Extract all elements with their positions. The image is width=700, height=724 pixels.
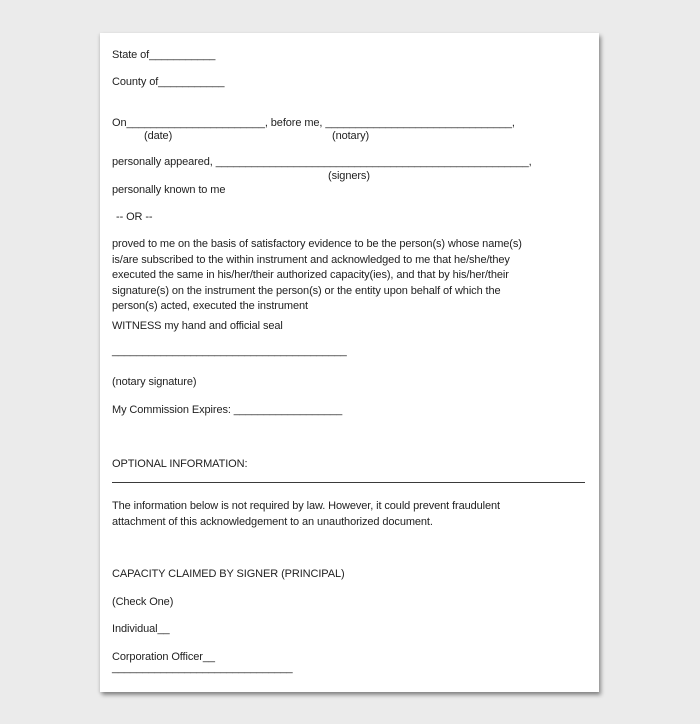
personally-appeared-line: personally appeared, ____________________________________________________, bbox=[112, 156, 532, 168]
proved-paragraph-line: proved to me on the basis of satisfactory evidence to be the person(s) whose name(s) bbox=[112, 238, 522, 250]
proved-paragraph-line: executed the same in his/her/their authorized capacity(ies), and that by his/her/their bbox=[112, 269, 509, 281]
signers-caption: (signers) bbox=[328, 170, 370, 182]
individual-option: Individual__ bbox=[112, 623, 170, 635]
optional-info-paragraph bbox=[112, 499, 500, 530]
document-page bbox=[100, 33, 599, 692]
proved-paragraph-line: person(s) acted, executed the instrument bbox=[112, 300, 308, 312]
optional-information-heading: OPTIONAL INFORMATION: bbox=[112, 458, 248, 470]
or-separator: -- OR -- bbox=[116, 211, 153, 223]
optional-info-line: The information below is not required by law. However, it could prevent fraudulent bbox=[112, 500, 501, 512]
proved-evidence-paragraph bbox=[112, 237, 522, 315]
section-divider-rule bbox=[112, 482, 585, 483]
date-before-me-line: On_______________________, before me, _______________________________, bbox=[112, 117, 515, 129]
optional-info-line: attachment of this acknowledgement to an unauthorized document. bbox=[112, 515, 433, 528]
notary-signature-caption: (notary signature) bbox=[112, 376, 197, 388]
county-of-line: County of___________ bbox=[112, 76, 225, 88]
date-caption: (date) bbox=[144, 130, 173, 142]
check-one-caption: (Check One) bbox=[112, 596, 174, 608]
commission-expires-line: My Commission Expires: __________________ bbox=[112, 404, 343, 416]
corporation-officer-option: Corporation Officer__ bbox=[112, 651, 215, 663]
proved-paragraph-line: signature(s) on the instrument the person(s) or the entity upon behalf of which the bbox=[112, 284, 501, 297]
personally-known-line: personally known to me bbox=[112, 184, 226, 196]
notary-signature-blank: _______________________________________ bbox=[112, 345, 347, 357]
capacity-claimed-heading: CAPACITY CLAIMED BY SIGNER (PRINCIPAL) bbox=[112, 568, 345, 580]
state-of-line: State of___________ bbox=[112, 49, 216, 61]
witness-seal-line: WITNESS my hand and official seal bbox=[112, 320, 283, 332]
notary-caption: (notary) bbox=[332, 130, 370, 142]
proved-paragraph-line: is/are subscribed to the within instrument and acknowledged to me that he/she/they bbox=[112, 253, 510, 266]
capacity-blank-line: ______________________________ bbox=[112, 662, 293, 674]
